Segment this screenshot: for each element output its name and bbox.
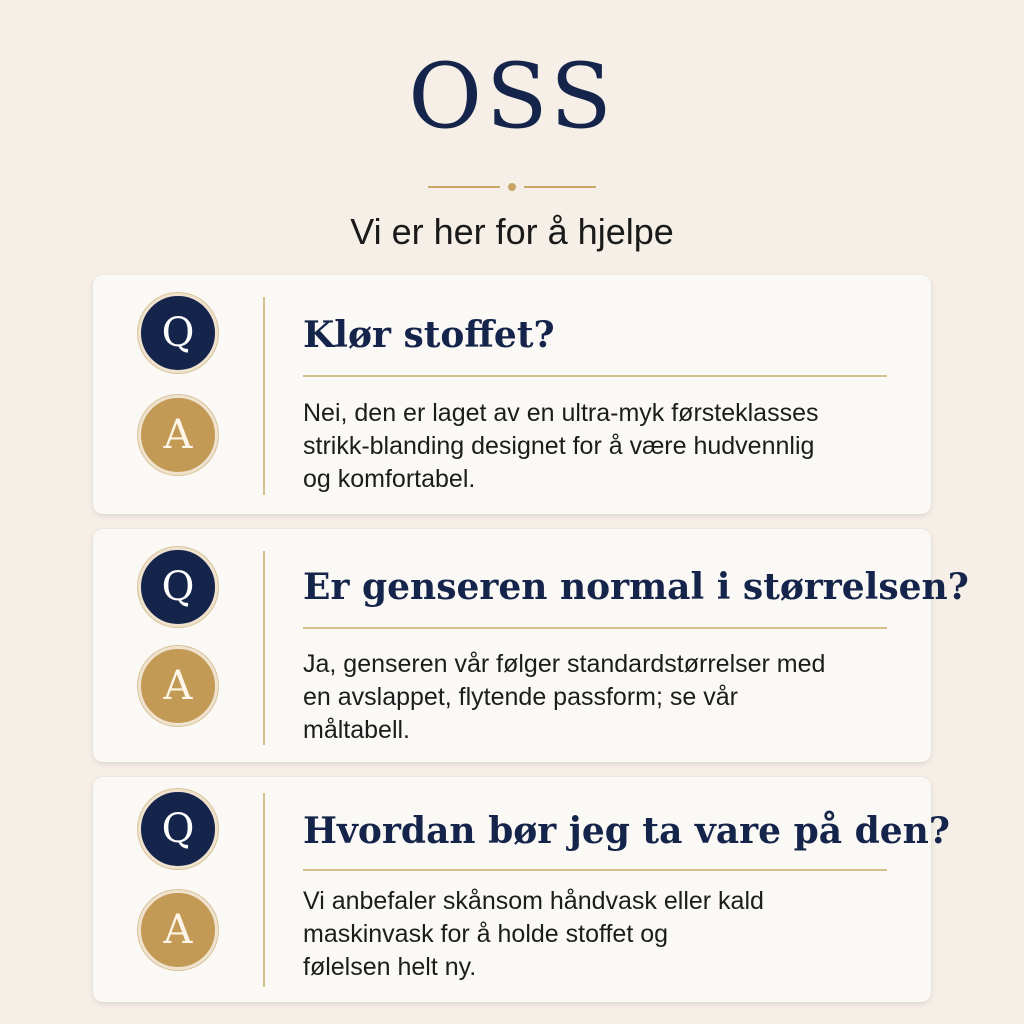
question-underline — [303, 869, 887, 871]
question-underline — [303, 627, 887, 629]
divider-line-left — [428, 186, 500, 188]
answer-badge-icon: A — [138, 395, 218, 475]
faq-card — [93, 529, 969, 762]
answer-badge-icon: A — [138, 646, 218, 726]
question-badge-icon: Q — [138, 547, 218, 627]
title-divider — [428, 184, 596, 190]
faq-card — [93, 777, 950, 1002]
page-subtitle: Vi er her for å hjelpe — [350, 211, 674, 252]
faq-answer — [303, 885, 913, 984]
vertical-divider — [263, 297, 265, 495]
page-title: OSS — [408, 44, 616, 149]
faq-card — [93, 275, 931, 514]
divider-line-right — [524, 186, 596, 188]
faq-answer — [303, 397, 913, 496]
answer-line: maskinvask for å holde stoffet og — [303, 920, 669, 948]
faq-question: Hvordan bør jeg ta vare på den? — [303, 810, 950, 852]
faq-answer — [303, 648, 913, 747]
answer-line: strikk-blanding designet for å være hudvennlig — [303, 432, 815, 460]
vertical-divider — [263, 551, 265, 745]
answer-line: Nei, den er laget av en ultra-myk førsteklasses — [303, 399, 819, 427]
vertical-divider — [263, 793, 265, 987]
faq-question: Er genseren normal i størrelsen? — [303, 566, 969, 608]
answer-line: en avslappet, flytende passform; se vår — [303, 683, 738, 711]
answer-line: og komfortabel. — [303, 465, 476, 493]
faq-question: Klør stoffet? — [303, 314, 555, 356]
question-underline — [303, 375, 887, 377]
divider-dot — [508, 183, 516, 191]
question-badge-icon: Q — [138, 293, 218, 373]
answer-line: følelsen helt ny. — [303, 953, 477, 981]
answer-line: måltabell. — [303, 716, 410, 744]
answer-line: Vi anbefaler skånsom håndvask eller kald — [303, 887, 764, 915]
answer-line: Ja, genseren vår følger standardstørrelser med — [303, 650, 826, 678]
answer-badge-icon: A — [138, 890, 218, 970]
question-badge-icon: Q — [138, 789, 218, 869]
